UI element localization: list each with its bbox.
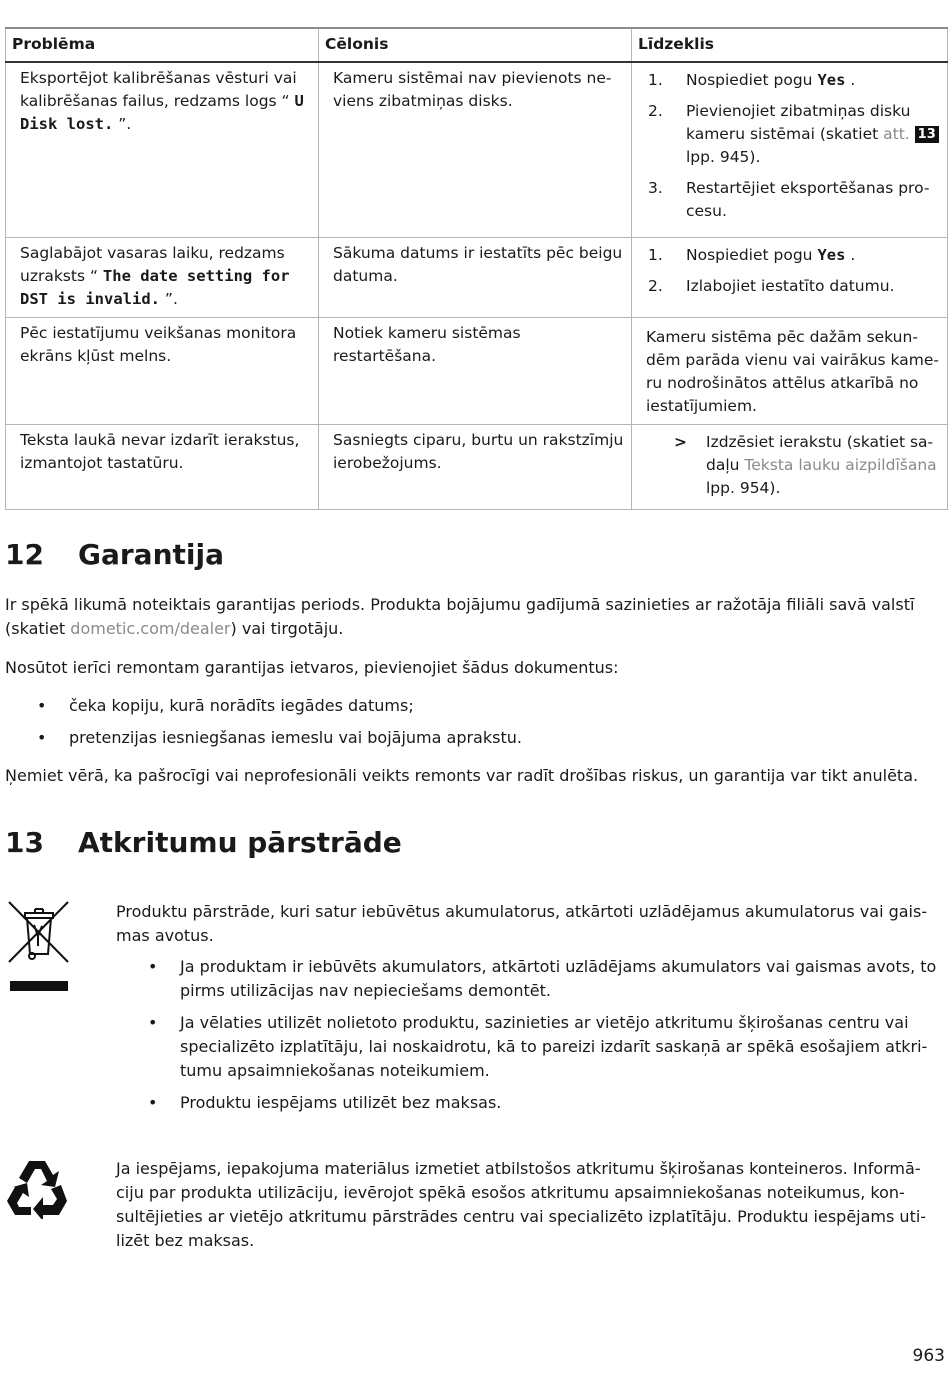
step-item: 2. Izlabojiet iestatīto datumu. xyxy=(648,277,895,295)
cause-cell: Kameru sistēmai nav pievienots ne-viens zibatmiņas disks. xyxy=(319,62,632,238)
remedy-item: > Izdzēsiet ierakstu (skatiet sa-daļu Teksta lauku aizpildīšana lpp. 954). xyxy=(674,433,937,497)
step-item: 3. Restartējiet eksportēšanas pro-cesu. xyxy=(648,179,930,220)
section-number: 13 xyxy=(5,826,44,859)
section-13-heading xyxy=(5,825,402,861)
cause-cell: Sasniegts ciparu, burtu un rakstzīmju ierobežojums. xyxy=(319,425,632,510)
header-problem: Problēma xyxy=(6,28,319,62)
section-number: 12 xyxy=(5,538,44,571)
step-item: 1. Nospiediet pogu Yes . xyxy=(648,246,856,264)
remedy-text: Kameru sistēma pēc dažām sekun-dēm parāda vienu vai vairākus kame-ru nodrošinātos attēlus atkarībā no iestatījumiem. xyxy=(646,328,939,415)
documents-list xyxy=(35,694,935,758)
packaging-paragraph: Ja iespējams, iepakojuma materiālus izmetiet atbilstošos atkritumu šķirošanas konteineros. Informā-ciju par produkta utilizāciju, ievērojot spēkā esošos atkritumu apsaimniekošanas noteikumus, kon-sultējieties ar vietējo atkritumu pārstrādes centru vai specializēto izplatītāju. Produktu iespējams uti-lizēt bez maksas. xyxy=(116,1159,927,1250)
recycling-symbol-icon xyxy=(5,1157,69,1219)
header-cause: Cēlonis xyxy=(319,28,632,62)
table-row xyxy=(6,238,948,318)
table-row xyxy=(6,318,948,425)
list-item: • Ja produktam ir iebūvēts akumulators, atkārtoti uzlādējams akumulators vai gaismas avots, to pirms utilizācijas nav nepieciešams demontēt. xyxy=(146,955,946,1003)
weee-intro: Produktu pārstrāde, kuri satur iebūvētus akumulatorus, atkārtoti uzlādējamus akumulatorus vai gais-mas avotus. xyxy=(116,902,928,945)
cause-cell: Sākuma datums ir iestatīts pēc beigu datuma. xyxy=(319,238,632,318)
list-item: • Ja vēlaties utilizēt nolietoto produktu, sazinieties ar vietējo atkritumu šķirošanas centru vai specializēto izplatītāju, lai noskaidrotu, kā to pareizi izdarīt saskaņā ar spēkā esošajiem atkri-tumu apsaimniekošanas noteikumiem. xyxy=(146,1011,946,1083)
code-text: U Disk lost. xyxy=(20,92,304,133)
step-item: 1. Nospiediet pogu Yes . xyxy=(648,71,856,89)
code-text: The date setting for DST is invalid. xyxy=(20,267,290,308)
crossed-out-wheelie-bin-icon xyxy=(8,898,70,994)
remedy-steps xyxy=(646,69,941,223)
documents-paragraph: Nosūtot ierīci remontam garantijas ietvaros, pievienojiet šādus dokumentus: xyxy=(5,658,619,677)
arrow-icon: > xyxy=(674,433,687,451)
remedy-cell xyxy=(632,318,948,425)
list-item: • Produktu iespējams utilizēt bez maksas. xyxy=(146,1091,946,1115)
figure-badge[interactable]: 13 xyxy=(915,126,939,143)
remedy-steps xyxy=(646,244,941,298)
header-remedy: Līdzeklis xyxy=(632,28,948,62)
list-item: • čeka kopiju, kurā norādīts iegādes datums; xyxy=(35,694,935,718)
text-fields-link[interactable]: Teksta lauku aizpildīšana xyxy=(744,456,937,474)
table-header-row xyxy=(6,28,948,62)
yes-button-label: Yes xyxy=(817,71,846,89)
yes-button-label: Yes xyxy=(817,246,846,264)
warranty-paragraph: Ir spēkā likumā noteiktais garantijas periods. Produkta bojājumu gadījumā sazinieties ar ražotāja filiāli savā valstī (skatiet dometic.com/dealer) vai tirgotāju. xyxy=(5,595,915,638)
figure-link[interactable]: att. xyxy=(883,125,910,143)
remedy-cell xyxy=(632,62,948,238)
list-item: • pretenzijas iesniegšanas iemeslu vai bojājuma aprakstu. xyxy=(35,726,935,750)
section-12-heading xyxy=(5,537,224,573)
page-number: 963 xyxy=(912,1346,945,1366)
section-title: Atkritumu pārstrāde xyxy=(78,826,402,859)
problem-cell: Saglabājot vasaras laiku, redzams uzraksts “ The date setting for DST is invalid. ”. xyxy=(6,238,319,318)
cause-cell: Notiek kameru sistēmas restartēšana. xyxy=(319,318,632,425)
remedy-cell xyxy=(632,425,948,510)
problem-cell: Pēc iestatījumu veikšanas monitora ekrāns kļūst melns. xyxy=(6,318,319,425)
troubleshooting-table xyxy=(5,27,948,510)
problem-cell: Eksportējot kalibrēšanas vēsturi vai kalibrēšanas failus, redzams logs “ U Disk lost. ”. xyxy=(6,62,319,238)
table-row xyxy=(6,425,948,510)
repair-note-paragraph: Ņemiet vērā, ka pašrocīgi vai neprofesionāli veikts remonts var radīt drošības riskus, un garantija var tikt anulēta. xyxy=(5,766,919,785)
section-title: Garantija xyxy=(78,538,224,571)
weee-list xyxy=(146,955,946,1123)
dealer-link[interactable]: dometic.com/dealer xyxy=(70,619,231,638)
problem-cell: Teksta laukā nevar izdarīt ierakstus, izmantojot tastatūru. xyxy=(6,425,319,510)
step-item: 2. Pievienojiet zibatmiņas disku kameru sistēmai (skatiet att. 13 lpp. 945). xyxy=(646,100,941,169)
table-row xyxy=(6,62,948,238)
remedy-cell xyxy=(632,238,948,318)
